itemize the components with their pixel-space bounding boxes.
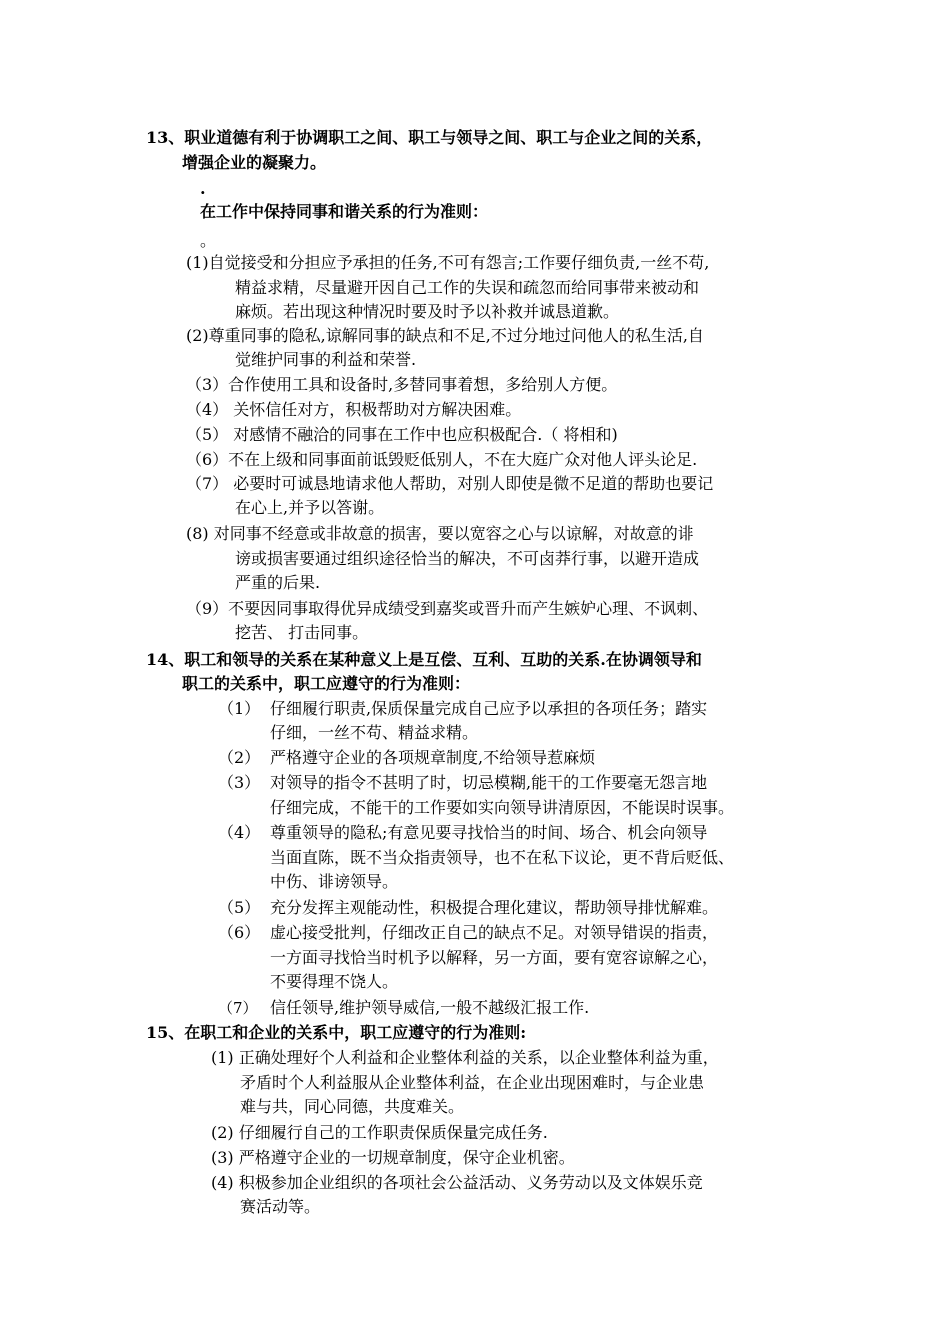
section-13-heading-line-2: 增强企业的凝聚力。 — [182, 153, 327, 172]
dot-mark: . — [200, 179, 206, 198]
s14-item-4-line-1: 尊重领导的隐私;有意见要寻找恰当的时间、场合、机会向领导 — [270, 823, 708, 842]
s13-item-8-line-2: 谤或损害要通过组织途径恰当的解决，不可卤莽行事，以避开造成 — [235, 549, 700, 568]
section-15-heading: 15、在职工和企业的关系中，职工应遵守的行为准则: — [146, 1023, 527, 1042]
s14-item-3-line-1: 对领导的指令不甚明了时，切忌模糊,能干的工作要毫无怨言地 — [270, 773, 708, 792]
s14-item-6-line-1: 虚心接受批判，仔细改正自己的缺点不足。对领导错误的指责， — [270, 923, 719, 942]
section-13-heading-line-1: 13、职业道德有利于协调职工之间、职工与领导之间、职工与企业之间的关系， — [146, 128, 713, 147]
s13-item-4-line-1: （4） 关怀信任对方，积极帮助对方解决困难。 — [186, 400, 522, 419]
s13-item-5-line-1: （5） 对感情不融洽的同事在工作中也应积极配合.（ 将相和) — [186, 425, 618, 444]
s13-item-2-line-2: 觉维护同事的利益和荣誉. — [235, 350, 417, 369]
s13-item-9-line-2: 挖苦、 打击同事。 — [235, 623, 369, 642]
s15-item-4-line-1: (4) 积极参加企业组织的各项社会公益活动、义务劳动以及文体娱乐竞 — [211, 1173, 703, 1192]
s13-item-9-line-1: （9）不要因同事取得优异成绩受到嘉奖或晋升而产生嫉妒心理、不讽刺、 — [186, 599, 709, 618]
section-14-heading-line-2: 职工的关系中，职工应遵守的行为准则： — [182, 674, 471, 693]
s13-item-7-line-2: 在心上,并予以答谢。 — [235, 498, 385, 517]
s14-item-6-line-3: 不要得理不饶人。 — [270, 972, 399, 991]
s13-item-8-line-3: 严重的后果. — [235, 573, 321, 592]
s14-item-2-line-1: 严格遵守企业的各项规章制度,不给领导惹麻烦 — [270, 748, 596, 767]
s14-item-4-line-3: 中伤、诽谤领导。 — [270, 872, 399, 891]
s14-item-3-line-2: 仔细完成，不能干的工作要如实向领导讲清原因，不能误时误事。 — [270, 798, 735, 817]
s14-item-6-line-2: 一方面寻找恰当时机予以解释，另一方面，要有宽容谅解之心， — [270, 948, 719, 967]
s14-item-4-number: （4） — [218, 823, 261, 842]
s14-item-1-line-1: 仔细履行职责,保质保量完成自己应予以承担的各项任务；踏实 — [270, 699, 708, 718]
s13-item-8-line-1: (8) 对同事不经意或非故意的损害，要以宽容之心与以谅解，对故意的诽 — [186, 524, 694, 543]
s13-item-1-line-3: 麻烦。若出现这种情况时要及时予以补救并诚恳道歉。 — [235, 302, 620, 321]
section-13-subheading: 在工作中保持同事和谐关系的行为准则： — [200, 202, 489, 221]
s14-item-4-line-2: 当面直陈，既不当众指责领导，也不在私下议论，更不背后贬低、 — [270, 848, 735, 867]
s13-item-7-line-1: （7） 必要时可诚恳地请求他人帮助，对别人即使是微不足道的帮助也要记 — [186, 474, 714, 493]
s14-item-7-line-1: 信任领导,维护领导威信,一般不越级汇报工作. — [270, 998, 590, 1017]
s13-item-3-line-1: （3）合作使用工具和设备时,多替同事着想，多给别人方便。 — [186, 375, 618, 394]
s13-item-1-line-1: (1)自觉接受和分担应予承担的任务,不可有怨言;工作要仔细负责,一丝不苟, — [186, 253, 710, 272]
s15-item-1-line-3: 难与共，同心同德，共度难关。 — [240, 1097, 465, 1116]
s14-item-3-number: （3） — [218, 773, 261, 792]
section-14-heading-line-1: 14、职工和领导的关系在某种意义上是互偿、互利、互助的关系.在协调领导和 — [146, 650, 702, 669]
s13-item-2-line-1: (2)尊重同事的隐私,谅解同事的缺点和不足,不过分地过问他人的私生活,自 — [186, 326, 704, 345]
s14-item-6-number: （6） — [218, 923, 261, 942]
s15-item-4-line-2: 赛活动等。 — [240, 1197, 321, 1216]
s15-item-1-line-2: 矛盾时个人利益服从企业整体利益，在企业出现困难时，与企业患 — [240, 1073, 705, 1092]
s13-item-6-line-1: （6）不在上级和同事面前诋毁贬低别人，不在大庭广众对他人评头论足. — [186, 450, 698, 469]
s14-item-5-line-1: 充分发挥主观能动性，积极提合理化建议，帮助领导排忧解难。 — [270, 898, 719, 917]
s14-item-1-number: （1） — [218, 699, 261, 718]
s15-item-1-line-1: (1) 正确处理好个人利益和企业整体利益的关系，以企业整体利益为重， — [211, 1048, 719, 1067]
circle-mark: 。 — [200, 231, 217, 250]
s15-item-3-line-1: (3) 严格遵守企业的一切规章制度，保守企业机密。 — [211, 1148, 575, 1167]
s14-item-5-number: （5） — [218, 898, 261, 917]
s14-item-7-number: （7） — [218, 999, 258, 1017]
s13-item-1-line-2: 精益求精，尽量避开因自己工作的失误和疏忽而给同事带来被动和 — [235, 278, 700, 297]
s14-item-1-line-2: 仔细，一丝不苟、精益求精。 — [270, 723, 479, 742]
s15-item-2-line-1: (2) 仔细履行自己的工作职责保质保量完成任务. — [211, 1123, 548, 1142]
s14-item-2-number: （2） — [218, 748, 261, 767]
